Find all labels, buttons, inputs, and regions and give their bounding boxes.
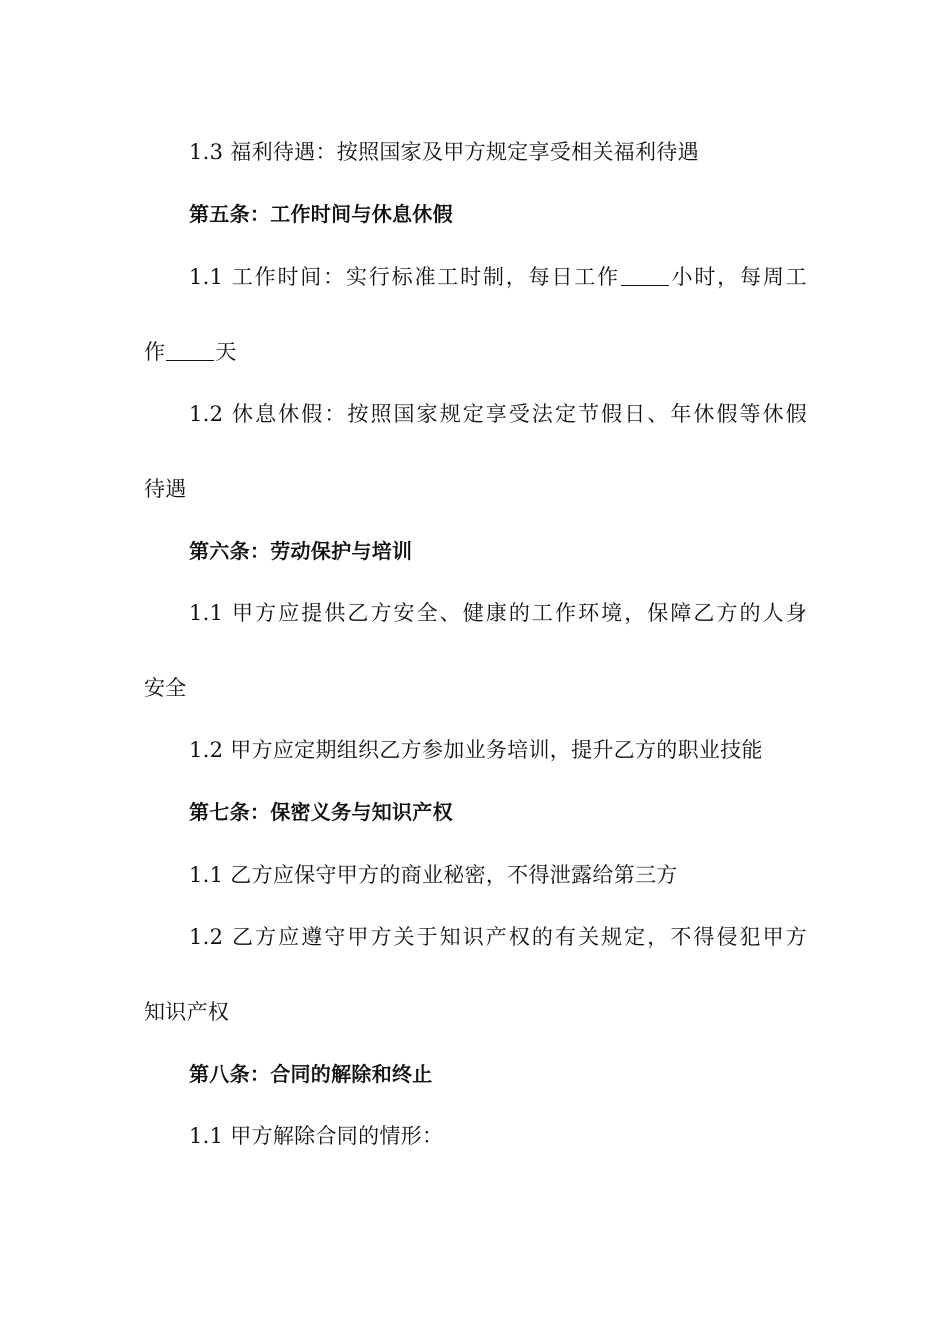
clause-5-1-working-hours-line2: 作 天 (144, 340, 237, 364)
clause-7-1-confidentiality: 1.1 乙方应保守甲方的商业秘密，不得泄露给第三方 (189, 863, 678, 887)
clause-4-3-benefits: 1.3 福利待遇：按照国家及甲方规定享受相关福利待遇 (189, 140, 699, 164)
article-6-heading: 第六条：劳动保护与培训 (189, 539, 413, 563)
clause-5-1-working-hours-line1: 1.1 工作时间：实行标准工时制，每日工作 小时，每周工 (189, 265, 807, 289)
hours-per-day-blank (621, 263, 669, 286)
clause-6-1-safety-line2: 安全 (144, 676, 187, 700)
days-per-week-blank (166, 338, 214, 361)
clause-6-1-safety-line1: 1.1 甲方应提供乙方安全、健康的工作环境，保障乙方的人身 (189, 601, 807, 625)
article-5-heading: 第五条：工作时间与休息休假 (189, 202, 453, 226)
clause-7-2-ip-line2: 知识产权 (144, 1000, 230, 1024)
article-8-heading: 第八条：合同的解除和终止 (189, 1062, 433, 1086)
clause-8-1-termination: 1.1 甲方解除合同的情形： (189, 1124, 444, 1148)
article-7-heading: 第七条：保密义务与知识产权 (189, 800, 453, 824)
clause-6-2-training: 1.2 甲方应定期组织乙方参加业务培训，提升乙方的职业技能 (189, 738, 763, 762)
clause-7-2-ip-line1: 1.2 乙方应遵守甲方关于知识产权的有关规定，不得侵犯甲方 (189, 925, 807, 949)
clause-5-2-rest-leave-line1: 1.2 休息休假：按照国家规定享受法定节假日、年休假等休假 (189, 402, 807, 426)
clause-5-2-rest-leave-line2: 待遇 (144, 477, 187, 501)
